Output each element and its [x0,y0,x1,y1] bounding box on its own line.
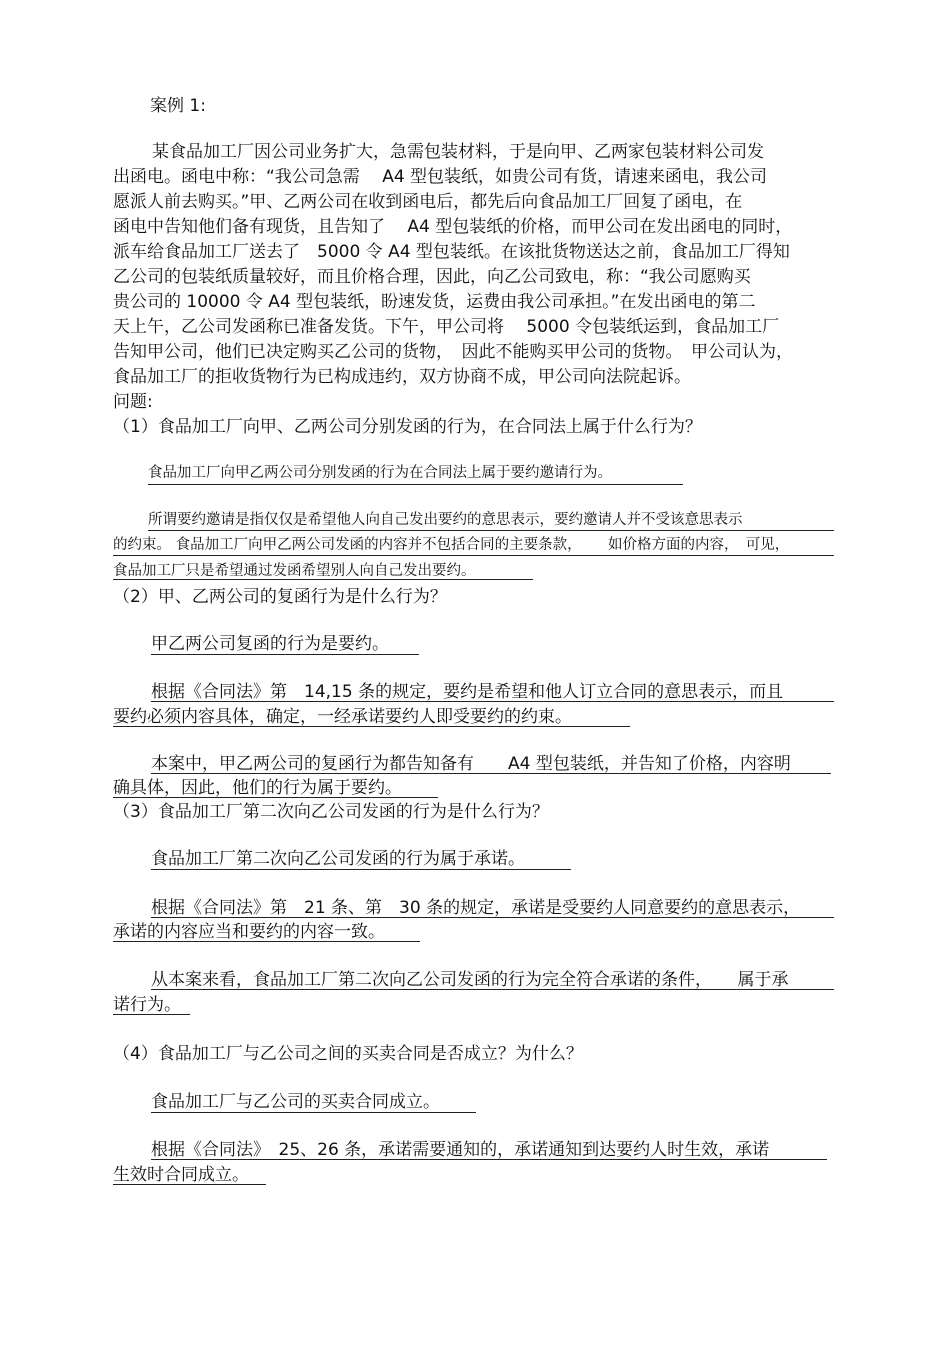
question-1: （1）食品加工厂向甲、乙两公司分别发函的行为，在合同法上属于什么行为？ [113,417,702,437]
case-text-line: 告知甲公司，他们已决定购买乙公司的货物， 因此不能购买甲公司的货物。 甲公司认为， [113,342,793,362]
answer-1-reason-line: 食品加工厂只是希望通过发函希望别人向自己发出要约。 [113,563,476,579]
case-text-line: 某食品加工厂因公司业务扩大，急需包装材料，于是向甲、乙两家包装材料公司发 [152,142,764,162]
answer-2: 甲乙两公司复函的行为是要约。 [151,634,389,654]
questions-label: 问题: [113,392,153,412]
answer-2-reason-line: 本案中，甲乙两公司的复函行为都告知备有 A4 型包装纸，并告知了价格，内容明 [151,754,791,774]
answer-1-reason-line: 所谓要约邀请是指仅仅是希望他人向自己发出要约的意思表示，要约邀请人并不受该意思表示 [148,512,743,528]
answer-1-reason-line: 的约束。 食品加工厂向甲乙两公司发函的内容并不包括合同的主要条款， 如价格方面的内容， 可见， [113,537,790,553]
question-3: （3）食品加工厂第二次向乙公司发函的行为是什么行为？ [113,802,549,822]
answer-underline [151,701,834,702]
answer-underline [151,917,834,918]
case-heading: 案例 1: [150,96,206,116]
case-text-line: 函电中告知他们备有现货，且告知了 A4 型包装纸的价格，而甲公司在发出函电的同时， [113,217,793,237]
answer-underline [151,654,419,655]
answer-underline [151,1112,476,1113]
answer-2-reason-line: 要约必须内容具体，确定，一经承诺要约人即受要约的约束。 [113,707,572,727]
answer-3-reason-line: 诺行为。 [113,995,181,1015]
case-text-line: 食品加工厂的拒收货物行为已构成违约，双方协商不成，甲公司向法院起诉。 [113,367,691,387]
case-text-line: 出函电。函电中称：“我公司急需 A4 型包装纸，如贵公司有货，请速来函电，我公司 [113,167,768,187]
answer-underline [113,1184,266,1185]
case-text-line: 乙公司的包装纸质量较好，而且价格合理，因此，向乙公司致电，称：“我公司愿购买 [113,267,751,287]
answer-underline [113,555,834,556]
answer-3-reason-line: 承诺的内容应当和要约的内容一致。 [113,922,385,942]
answer-2-reason-line: 确具体，因此，他们的行为属于要约。 [113,778,402,798]
answer-underline [148,484,683,485]
answer-3-reason-line: 从本案来看，食品加工厂第二次向乙公司发函的行为完全符合承诺的条件， 属于承 [151,970,789,990]
answer-2-reason-line: 根据《合同法》第 14,15 条的规定，要约是希望和他人订立合同的意思表示，而且 [151,682,784,702]
answer-underline [151,1159,827,1160]
question-2: （2）甲、乙两公司的复函行为是什么行为？ [113,587,447,607]
answer-underline [151,989,834,990]
answer-3: 食品加工厂第二次向乙公司发函的行为属于承诺。 [151,849,525,869]
answer-underline [151,869,571,870]
answer-underline [113,941,420,942]
answer-underline [113,1014,190,1015]
answer-underline [113,726,630,727]
case-text-line: 贵公司的 10000 令 A4 型包装纸，盼速发货，运费由我公司承担。”在发出函电的第二 [113,292,756,312]
answer-underline [113,579,533,580]
case-text-line: 天上午，乙公司发函称已准备发货。下午，甲公司将 5000 令包装纸运到，食品加工厂 [113,317,780,337]
case-text-line: 派车给食品加工厂送去了 5000 令 A4 型包装纸。在该批货物送达之前，食品加工厂得知 [113,242,790,262]
answer-4-reason-line: 根据《合同法》 25、26 条，承诺需要通知的，承诺通知到达要约人时生效，承诺 [151,1140,770,1160]
answer-underline [148,530,834,531]
answer-4-reason-line: 生效时合同成立。 [113,1165,249,1185]
case-text-line: 愿派人前去购买。”甲、乙两公司在收到函电后，都先后向食品加工厂回复了函电，在 [113,192,743,212]
question-4: （4）食品加工厂与乙公司之间的买卖合同是否成立？为什么？ [113,1044,583,1064]
answer-4: 食品加工厂与乙公司的买卖合同成立。 [151,1092,440,1112]
answer-3-reason-line: 根据《合同法》第 21 条、第 30 条的规定，承诺是受要约人同意要约的意思表示， [151,898,801,918]
answer-underline [113,797,438,798]
answer-1: 食品加工厂向甲乙两公司分别发函的行为在合同法上属于要约邀请行为。 [148,465,612,481]
answer-underline [151,773,831,774]
